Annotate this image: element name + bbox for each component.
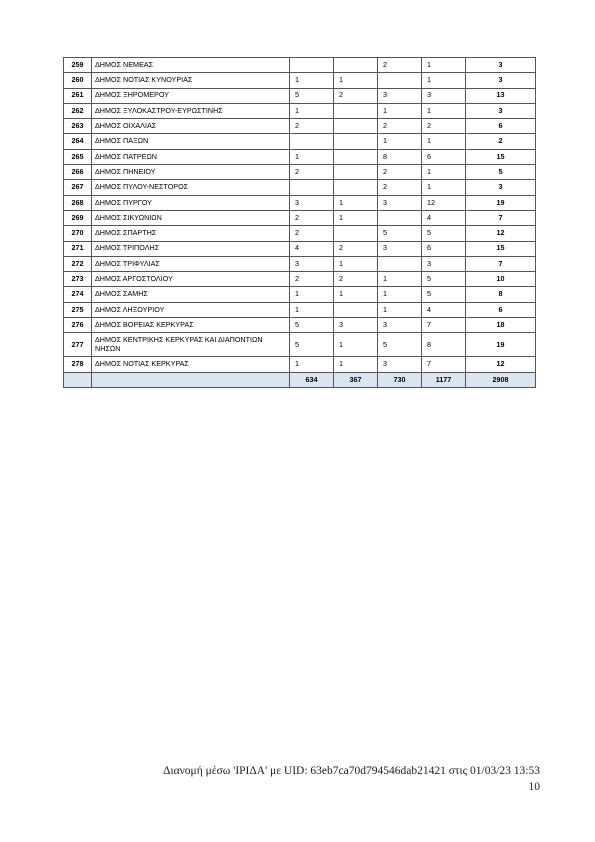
value-col-2 — [334, 149, 378, 164]
value-col-3 — [378, 73, 422, 88]
value-col-3: 5 — [378, 226, 422, 241]
row-number: 269 — [64, 210, 92, 225]
value-col-2: 1 — [334, 73, 378, 88]
value-col-3: 2 — [378, 119, 422, 134]
municipality-name: ΔΗΜΟΣ ΣΙΚΥΩΝΙΩΝ — [92, 210, 290, 225]
municipality-name: ΔΗΜΟΣ ΛΗΞΟΥΡΙΟΥ — [92, 302, 290, 317]
table-row — [64, 149, 536, 164]
municipality-name: ΔΗΜΟΣ ΠΑΤΡΕΩΝ — [92, 149, 290, 164]
value-col-1 — [290, 134, 334, 149]
table-row — [64, 58, 536, 73]
value-col-1 — [290, 58, 334, 73]
value-col-2 — [334, 302, 378, 317]
value-col-2 — [334, 226, 378, 241]
value-col-1: 1 — [290, 302, 334, 317]
municipality-name: ΔΗΜΟΣ ΠΥΡΓΟΥ — [92, 195, 290, 210]
value-col-1: 1 — [290, 103, 334, 118]
value-col-2: 1 — [334, 195, 378, 210]
row-number: 270 — [64, 226, 92, 241]
value-col-2: 1 — [334, 210, 378, 225]
value-col-2: 1 — [334, 357, 378, 372]
table-row — [64, 333, 536, 357]
municipality-name: ΔΗΜΟΣ ΝΕΜΕΑΣ — [92, 58, 290, 73]
value-col-4: 5 — [422, 226, 466, 241]
value-col-4: 1 — [422, 73, 466, 88]
municipality-name: ΔΗΜΟΣ ΤΡΙΦΥΛΙΑΣ — [92, 256, 290, 271]
value-col-1: 3 — [290, 256, 334, 271]
row-total: 6 — [466, 302, 536, 317]
table-row — [64, 134, 536, 149]
value-col-4: 1 — [422, 134, 466, 149]
table-row — [64, 73, 536, 88]
value-col-1: 2 — [290, 210, 334, 225]
municipality-name: ΔΗΜΟΣ ΣΑΜΗΣ — [92, 287, 290, 302]
table-row — [64, 210, 536, 225]
table-row — [64, 226, 536, 241]
page-number: 10 — [528, 781, 540, 793]
value-col-1: 5 — [290, 318, 334, 333]
value-col-2: 1 — [334, 333, 378, 357]
row-total: 7 — [466, 256, 536, 271]
row-number: 261 — [64, 88, 92, 103]
row-number: 267 — [64, 180, 92, 195]
row-number: 276 — [64, 318, 92, 333]
value-col-4: 8 — [422, 333, 466, 357]
value-col-1: 2 — [290, 165, 334, 180]
municipality-name: ΔΗΜΟΣ ΠΑΞΩΝ — [92, 134, 290, 149]
value-col-3: 2 — [378, 165, 422, 180]
total-row-total: 2908 — [466, 372, 536, 387]
value-col-3: 1 — [378, 134, 422, 149]
value-col-1: 5 — [290, 88, 334, 103]
value-col-4: 4 — [422, 210, 466, 225]
municipality-name: ΔΗΜΟΣ ΚΕΝΤΡΙΚΗΣ ΚΕΡΚΥΡΑΣ ΚΑΙ ΔΙΑΠΟΝΤΙΩΝ ΝΗΣΩΝ — [92, 333, 290, 357]
row-total: 13 — [466, 88, 536, 103]
row-total: 3 — [466, 103, 536, 118]
row-total: 8 — [466, 287, 536, 302]
value-col-2 — [334, 165, 378, 180]
total-municipality-name — [92, 372, 290, 387]
row-number: 266 — [64, 165, 92, 180]
total-value-col-3: 730 — [378, 372, 422, 387]
value-col-1: 5 — [290, 333, 334, 357]
row-number: 263 — [64, 119, 92, 134]
value-col-4: 3 — [422, 256, 466, 271]
row-total: 19 — [466, 195, 536, 210]
value-col-4: 1 — [422, 180, 466, 195]
municipality-name: ΔΗΜΟΣ ΣΠΑΡΤΗΣ — [92, 226, 290, 241]
row-total: 2 — [466, 134, 536, 149]
table-row — [64, 357, 536, 372]
value-col-4: 1 — [422, 103, 466, 118]
municipality-name: ΔΗΜΟΣ ΠΗΝΕΙΟΥ — [92, 165, 290, 180]
row-total: 5 — [466, 165, 536, 180]
value-col-4: 4 — [422, 302, 466, 317]
value-col-2: 2 — [334, 241, 378, 256]
value-col-3: 3 — [378, 88, 422, 103]
value-col-3 — [378, 256, 422, 271]
row-number: 268 — [64, 195, 92, 210]
value-col-4: 1 — [422, 165, 466, 180]
municipality-name: ΔΗΜΟΣ ΞΗΡΟΜΕΡΟΥ — [92, 88, 290, 103]
value-col-1: 4 — [290, 241, 334, 256]
municipality-name: ΔΗΜΟΣ ΤΡΙΠΟΛΗΣ — [92, 241, 290, 256]
value-col-4: 3 — [422, 88, 466, 103]
value-col-2: 3 — [334, 318, 378, 333]
row-total: 15 — [466, 241, 536, 256]
row-total: 18 — [466, 318, 536, 333]
value-col-2: 1 — [334, 287, 378, 302]
table-row — [64, 241, 536, 256]
row-total: 19 — [466, 333, 536, 357]
municipality-name: ΔΗΜΟΣ ΞΥΛΟΚΑΣΤΡΟΥ-ΕΥΡΩΣΤΙΝΗΣ — [92, 103, 290, 118]
row-number: 278 — [64, 357, 92, 372]
value-col-4: 6 — [422, 241, 466, 256]
value-col-2 — [334, 58, 378, 73]
row-number: 277 — [64, 333, 92, 357]
value-col-4: 5 — [422, 272, 466, 287]
row-number: 273 — [64, 272, 92, 287]
value-col-1: 2 — [290, 119, 334, 134]
value-col-4: 1 — [422, 58, 466, 73]
total-value-col-2: 367 — [334, 372, 378, 387]
distribution-footer: Διανομή μέσω 'ΙΡΙΔΑ' με UID: 63eb7ca70d794546dab21421 στις 01/03/23 13:53 — [163, 765, 540, 777]
municipality-name: ΔΗΜΟΣ ΑΡΓΟΣΤΟΛΙΟΥ — [92, 272, 290, 287]
value-col-1: 2 — [290, 272, 334, 287]
row-total: 10 — [466, 272, 536, 287]
value-col-1: 1 — [290, 149, 334, 164]
row-number: 260 — [64, 73, 92, 88]
row-total: 15 — [466, 149, 536, 164]
value-col-3: 3 — [378, 195, 422, 210]
table-body — [64, 58, 536, 388]
value-col-2 — [334, 103, 378, 118]
table-row — [64, 318, 536, 333]
value-col-3: 8 — [378, 149, 422, 164]
municipality-name: ΔΗΜΟΣ ΝΟΤΙΑΣ ΚΥΝΟΥΡΙΑΣ — [92, 73, 290, 88]
table-row — [64, 256, 536, 271]
table-row — [64, 119, 536, 134]
table-row — [64, 302, 536, 317]
value-col-4: 7 — [422, 357, 466, 372]
value-col-1: 3 — [290, 195, 334, 210]
value-col-1: 1 — [290, 73, 334, 88]
row-total: 7 — [466, 210, 536, 225]
value-col-3: 1 — [378, 272, 422, 287]
value-col-1 — [290, 180, 334, 195]
value-col-4: 2 — [422, 119, 466, 134]
row-number: 275 — [64, 302, 92, 317]
totals-row — [64, 372, 536, 387]
row-total: 12 — [466, 226, 536, 241]
table-row — [64, 195, 536, 210]
table-row — [64, 287, 536, 302]
row-total: 3 — [466, 73, 536, 88]
value-col-4: 6 — [422, 149, 466, 164]
value-col-3: 2 — [378, 58, 422, 73]
value-col-2: 2 — [334, 88, 378, 103]
municipality-name: ΔΗΜΟΣ ΒΟΡΕΙΑΣ ΚΕΡΚΥΡΑΣ — [92, 318, 290, 333]
row-number: 272 — [64, 256, 92, 271]
table-row — [64, 272, 536, 287]
value-col-2 — [334, 180, 378, 195]
value-col-3: 5 — [378, 333, 422, 357]
municipality-name: ΔΗΜΟΣ ΠΥΛΟΥ-ΝΕΣΤΟΡΟΣ — [92, 180, 290, 195]
value-col-2: 1 — [334, 256, 378, 271]
row-total: 3 — [466, 58, 536, 73]
value-col-4: 7 — [422, 318, 466, 333]
value-col-1: 1 — [290, 287, 334, 302]
row-number: 264 — [64, 134, 92, 149]
row-number: 265 — [64, 149, 92, 164]
value-col-3: 1 — [378, 287, 422, 302]
row-number: 262 — [64, 103, 92, 118]
municipality-name: ΔΗΜΟΣ ΟΙΧΑΛΙΑΣ — [92, 119, 290, 134]
total-row-number — [64, 372, 92, 387]
value-col-3: 3 — [378, 357, 422, 372]
municipality-table — [63, 57, 536, 388]
row-total: 3 — [466, 180, 536, 195]
table-row — [64, 103, 536, 118]
value-col-1: 2 — [290, 226, 334, 241]
value-col-3: 2 — [378, 180, 422, 195]
value-col-4: 5 — [422, 287, 466, 302]
table-row — [64, 165, 536, 180]
value-col-2 — [334, 119, 378, 134]
municipality-name: ΔΗΜΟΣ ΝΟΤΙΑΣ ΚΕΡΚΥΡΑΣ — [92, 357, 290, 372]
value-col-3: 3 — [378, 318, 422, 333]
total-value-col-1: 634 — [290, 372, 334, 387]
value-col-1: 1 — [290, 357, 334, 372]
row-total: 6 — [466, 119, 536, 134]
total-value-col-4: 1177 — [422, 372, 466, 387]
value-col-3: 1 — [378, 302, 422, 317]
row-number: 259 — [64, 58, 92, 73]
value-col-3: 3 — [378, 241, 422, 256]
table-row — [64, 88, 536, 103]
value-col-3: 1 — [378, 103, 422, 118]
row-total: 12 — [466, 357, 536, 372]
value-col-2 — [334, 134, 378, 149]
row-number: 274 — [64, 287, 92, 302]
table-row — [64, 180, 536, 195]
value-col-3 — [378, 210, 422, 225]
row-number: 271 — [64, 241, 92, 256]
value-col-2: 2 — [334, 272, 378, 287]
value-col-4: 12 — [422, 195, 466, 210]
